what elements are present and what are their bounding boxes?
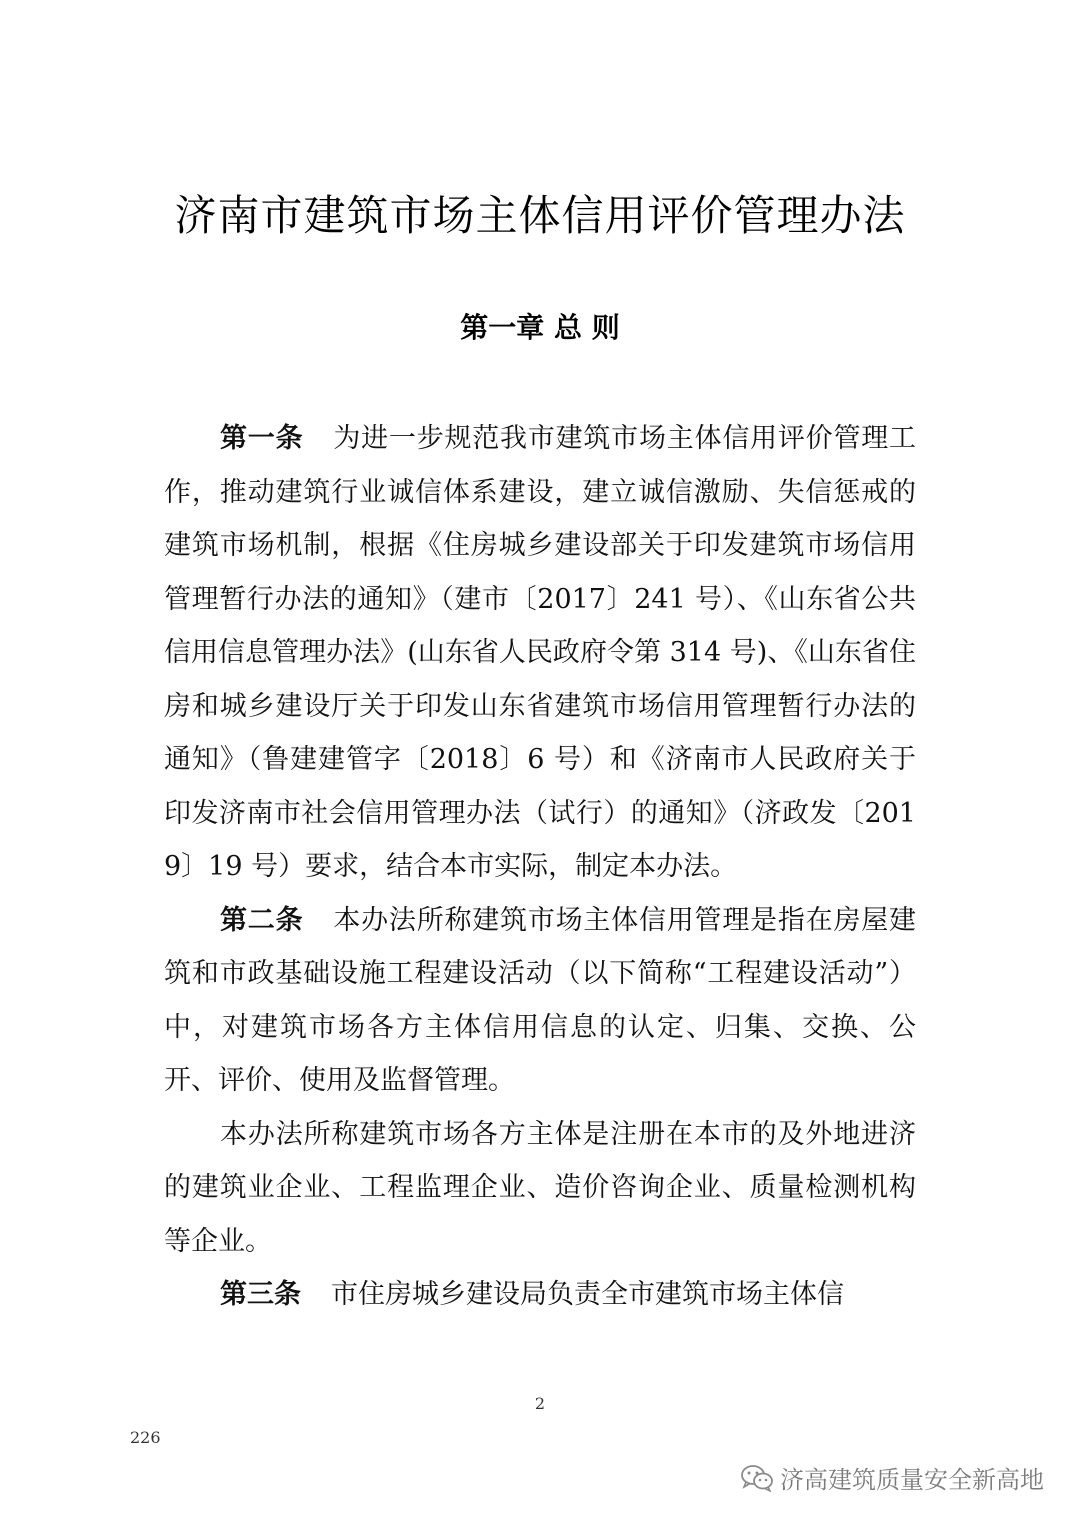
document-body <box>164 412 916 1322</box>
article-1 <box>164 412 916 894</box>
article-label: 第二条 <box>220 904 304 936</box>
page-title: 济南市建筑市场主体信用评价管理办法 <box>174 191 906 240</box>
watermark-text: 济高建筑质量安全新高地 <box>780 1466 1044 1494</box>
chapter-title: 第一章 总 则 <box>460 311 620 344</box>
article-text: 市住房城乡建设局负责全市建筑市场主体信 <box>331 1279 844 1310</box>
print-page-number: 226 <box>130 1428 161 1447</box>
watermark <box>740 1460 1044 1495</box>
page-number: 2 <box>534 1394 546 1413</box>
article-2-paragraph-2 <box>164 1108 916 1269</box>
article-2 <box>164 894 916 1108</box>
article-3 <box>164 1268 916 1322</box>
article-text: 为进一步规范我市建筑市场主体信用评价管理工作，推动建筑行业诚信体系建设，建立诚信激励、失信惩戒的建筑市场机制，根据《住房城乡建设部关于印发建筑市场信用管理暂行办法的通知》（建市〔2017〕241 号）、《山东省公共信用信息管理办法》(山东省人民政府令第 314 号)、《山东省住房和城乡建设厅关于印发山东省建筑市场信用管理暂行办法的通知》（鲁建建管字〔2018〕6 号）和《济南市人民政府关于印发济南市社会信用管理办法（试行）的通知》（济政发〔2019〕19 号）要求，结合本市实际，制定本办法。 <box>164 423 917 882</box>
article-text: 本办法所称建筑市场各方主体是注册在本市的及外地进济的建筑业企业、工程监理企业、造价咨询企业、质量检测机构等企业。 <box>164 1118 916 1257</box>
article-label: 第三条 <box>220 1279 301 1310</box>
article-text: 本办法所称建筑市场主体信用管理是指在房屋建筑和市政基础设施工程建设活动（以下简称“工程建设活动”）中，对建筑市场各方主体信用信息的认定、归集、交换、公开、评价、使用及监督管理。 <box>164 904 917 1096</box>
article-label: 第一条 <box>220 423 304 454</box>
wechat-icon <box>740 1464 774 1492</box>
